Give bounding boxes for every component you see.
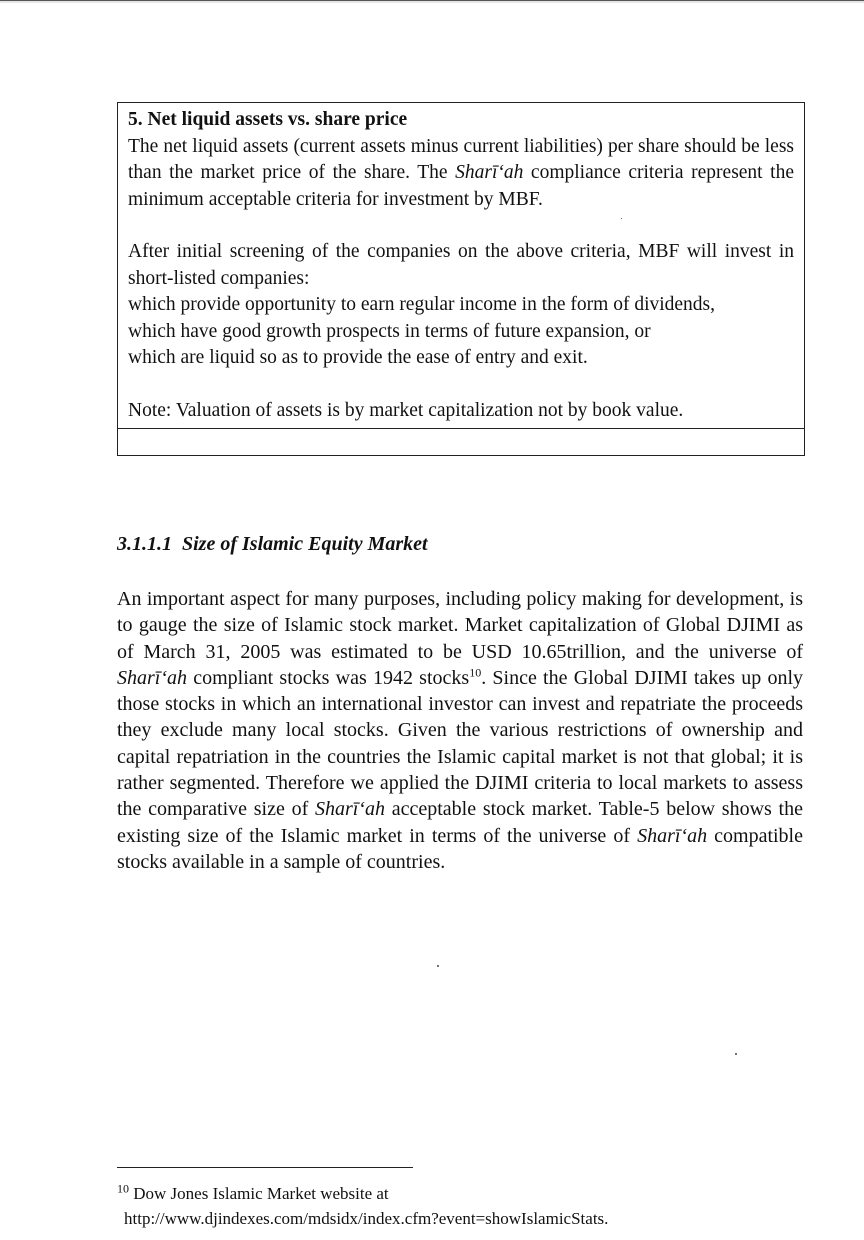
spacer bbox=[128, 372, 794, 398]
valuation-note: Note: Valuation of assets is by market capitalization not by book value. bbox=[128, 399, 684, 421]
sharia-term: Sharī‘ah bbox=[117, 666, 187, 689]
criteria-box-content bbox=[118, 103, 804, 428]
paragraph-text: An important aspect for many purposes, including policy making for development, is to gauge the size of Islamic stock market. Market capitalization of Global DJIMI as of March 31, 2005 was estimated to be USD 10.65trillion, and the universe of bbox=[117, 588, 803, 663]
paragraph-text: compatible stocks available in a sample of countries. bbox=[117, 824, 803, 873]
paragraph-text: . Since the Global DJIMI takes up only those stocks in which an international investor can invest and repatriate the proceeds they exclude many local stocks. Given the various restrictions of ownership and capital repatriation in the countries the Islamic capital market is not that global; it is rather segmented. Therefore we applied the DJIMI criteria to local markets to assess the comparative size of bbox=[117, 666, 803, 821]
sharia-term: Sharī‘ah bbox=[637, 824, 708, 847]
criterion-text-start: The net liquid assets (current assets minus current liabilities) per share should be less than the market price of the share. The bbox=[128, 135, 794, 183]
scan-top-line bbox=[0, 0, 864, 1]
screening-item: which provide opportunity to earn regular income in the form of dividends, bbox=[128, 294, 716, 315]
section-heading bbox=[117, 533, 428, 556]
scan-speck bbox=[621, 218, 622, 219]
footnote-separator bbox=[117, 1167, 413, 1168]
criterion-heading: 5. Net liquid assets vs. share price bbox=[128, 109, 408, 130]
paragraph-text: compliant stocks was 1942 stocks bbox=[187, 666, 470, 689]
screening-item: which have good growth prospects in terms of future expansion, or bbox=[128, 320, 651, 342]
screening-intro: After initial screening of the companies on the above criteria, MBF will invest in short-listed companies: bbox=[128, 241, 794, 289]
footnote-text: Dow Jones Islamic Market website at bbox=[133, 1184, 389, 1203]
footnote-url: http://www.djindexes.com/mdsidx/index.cfm?event=showIslamicStats. bbox=[124, 1209, 609, 1228]
scan-speck bbox=[735, 1053, 737, 1055]
section-title: Size of Islamic Equity Market bbox=[182, 533, 428, 555]
criteria-box bbox=[117, 102, 805, 456]
criterion-text bbox=[128, 134, 794, 214]
body-paragraph bbox=[117, 586, 803, 875]
footnote-reference: 10 bbox=[469, 665, 482, 680]
footnote bbox=[117, 1181, 608, 1231]
empty-table-row bbox=[118, 428, 804, 455]
scan-speck bbox=[437, 965, 439, 967]
criterion-text-end: compliance criteria represent the minimum acceptable criteria for investment by MBF. bbox=[128, 162, 794, 210]
section-number: 3.1.1.1 bbox=[117, 533, 172, 555]
footnote-number: 10 bbox=[117, 1181, 129, 1196]
sharia-term: Sharī‘ah bbox=[314, 798, 385, 821]
paragraph-text: acceptable stock market. Table-5 below shows the existing size of the Islamic market in terms of the universe of bbox=[117, 798, 803, 847]
sharia-term: Sharī‘ah bbox=[455, 162, 524, 183]
screening-item: which are liquid so as to provide the ease of entry and exit. bbox=[128, 347, 588, 368]
spacer bbox=[128, 213, 794, 239]
